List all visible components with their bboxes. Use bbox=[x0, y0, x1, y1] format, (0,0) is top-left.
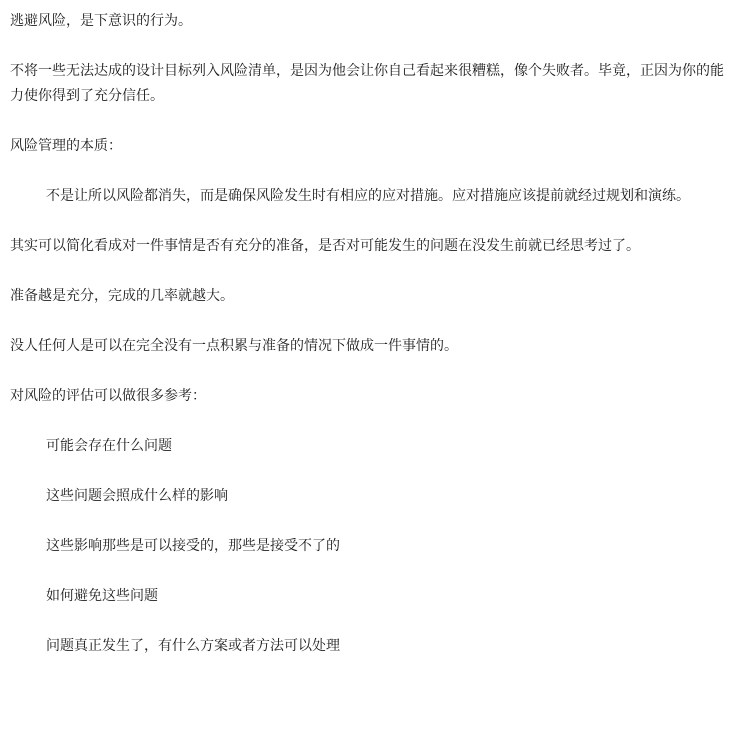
list-item: 这些影响那些是可以接受的，那些是接受不了的 bbox=[46, 538, 340, 554]
document-body bbox=[10, 0, 734, 659]
paragraph-preparation: 其实可以简化看成对一件事情是否有充分的准备，是否对可能发生的问题在没发生前就已经思考过了。 bbox=[10, 238, 640, 254]
paragraph-assessment-heading: 对风险的评估可以做很多参考： bbox=[10, 388, 206, 404]
paragraph-risk-essence: 不是让所以风险都消失，而是确保风险发生时有相应的应对措施。应对措施应该提前就经过规划和演练。 bbox=[46, 188, 690, 204]
list-item: 问题真正发生了，有什么方案或者方法可以处理 bbox=[46, 638, 340, 654]
paragraph-no-one: 没人任何人是可以在完全没有一点积累与准备的情况下做成一件事情的。 bbox=[10, 338, 458, 354]
list-item: 如何避免这些问题 bbox=[46, 588, 158, 604]
paragraph-more-prepared: 准备越是充分，完成的几率就越大。 bbox=[10, 288, 234, 304]
list-item: 这些问题会照成什么样的影响 bbox=[46, 488, 228, 504]
paragraph-avoid-risk: 逃避风险，是下意识的行为。 bbox=[10, 13, 192, 29]
paragraph-unachievable-goals: 不将一些无法达成的设计目标列入风险清单，是因为他会让你自己看起来很糟糕，像个失败者。毕竟，正因为你的能力使你得到了充分信任。 bbox=[10, 63, 724, 104]
paragraph-risk-essence-heading: 风险管理的本质： bbox=[10, 138, 122, 154]
list-item: 可能会存在什么问题 bbox=[46, 438, 172, 454]
